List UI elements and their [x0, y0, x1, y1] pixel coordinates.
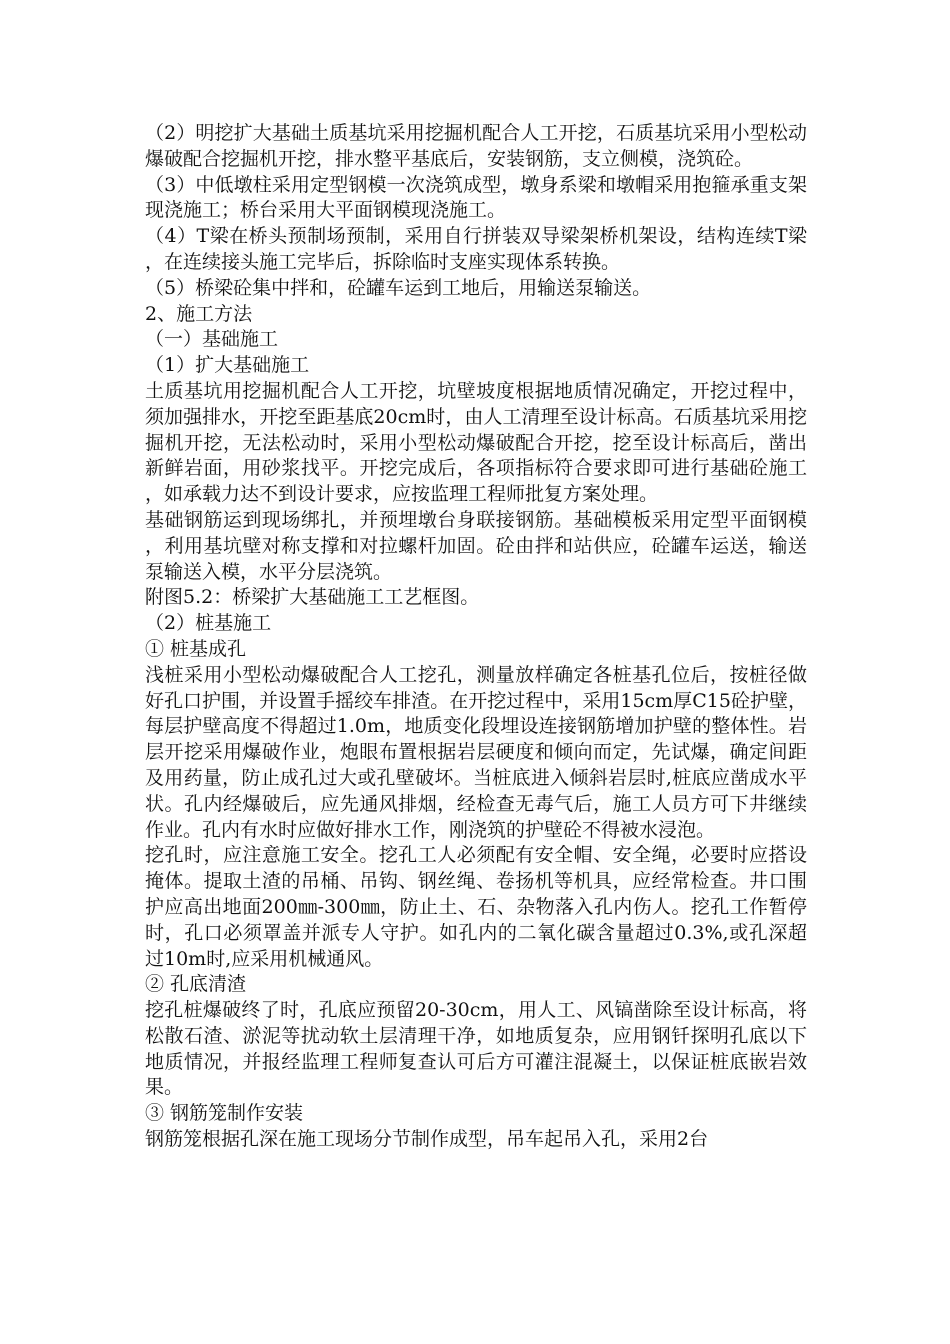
document-page	[145, 121, 807, 1153]
paragraph-excavation-safety: 挖孔时，应注意施工安全。挖孔工人必须配有安全帽、安全绳，必要时应搭设掩体。提取土渣的吊桶、吊钩、钢丝绳、卷扬机等机具，应经常检查。井口围护应高出地面200㎜-300㎜，防止土、石、杂物落入孔内伤人。挖孔工作暂停时，孔口必须罩盖并派专人守护。如孔内的二氧化碳含量超过0.3%,或孔深超过10m时,应采用机械通风。	[145, 844, 807, 970]
paragraph-concrete-mixing: （5）桥梁砼集中拌和，砼罐车运到工地后，用输送泵输送。	[145, 276, 652, 299]
paragraph-pier-columns: （3）中低墩柱采用定型钢模一次浇筑成型，墩身系梁和墩帽采用抱箍承重支架现浇施工；桥台采用大平面钢模现浇施工。	[145, 173, 807, 222]
paragraph-shallow-piles: 浅桩采用小型松动爆破配合人工挖孔，测量放样确定各桩基孔位后，按桩径做好孔口护围，并设置手摇绞车排渣。在开挖过程中，采用15cm厚C15砼护壁，每层护壁高度不得超过1.0m，地质变化段埋设连接钢筋增加护壁的整体性。岩层开挖采用爆破作业，炮眼布置根据岩层硬度和倾向而定，先试爆，确定间距及用药量，防止成孔过大或孔壁破坏。当桩底进入倾斜岩层时,桩底应凿成水平状。孔内经爆破后，应先通风排烟，经检查无毒气后，施工人员方可下井继续作业。孔内有水时应做好排水工作，刚浇筑的护壁砼不得被水浸泡。	[145, 663, 807, 841]
paragraph-foundation-rebar: 基础钢筋运到现场绑扎，并预埋墩台身联接钢筋。基础模板采用定型平面钢模，利用基坑壁对称支撑和对拉螺杆加固。砼由拌和站供应，砼罐车运送，输送泵输送入模，水平分层浇筑。	[145, 508, 807, 583]
heading-rebar-cage: ③ 钢筋笼制作安装	[145, 1102, 304, 1125]
paragraph-rebar-cage: 钢筋笼根据孔深在施工现场分节制作成型，吊车起吊入孔，采用2台	[145, 1128, 709, 1151]
heading-pile-boring: ① 桩基成孔	[145, 637, 247, 660]
heading-foundation-construction: （一）基础施工	[145, 328, 279, 351]
heading-bottom-cleaning: ② 孔底清渣	[145, 973, 247, 996]
paragraph-appendix-figure: 附图5.2：桥梁扩大基础施工工艺框图。	[145, 586, 480, 609]
heading-construction-method: 2、施工方法	[145, 302, 253, 325]
heading-pile-construction: （2）桩基施工	[145, 612, 272, 635]
paragraph-bottom-cleaning: 挖孔桩爆破终了时，孔底应预留20-30cm，用人工、风镐凿除至设计标高，将松散石渣、淤泥等扰动软土层清理干净，如地质复杂，应用钢钎探明孔底以下地质情况，并报经监理工程师复查认可后方可灌注混凝土，以保证桩底嵌岩效果。	[145, 999, 807, 1099]
heading-spread-foundation: （1）扩大基础施工	[145, 354, 310, 377]
paragraph-t-beam: （4）T梁在桥头预制场预制，采用自行拼装双导梁架桥机架设，结构连续T梁，在连续接头施工完毕后，拆除临时支座实现体系转换。	[145, 225, 807, 273]
paragraph-excavation: 土质基坑用挖掘机配合人工开挖，坑壁坡度根据地质情况确定，开挖过程中，须加强排水，开挖至距基底20cm时，由人工清理至设计标高。石质基坑采用挖掘机开挖，无法松动时，采用小型松动爆破配合开挖，挖至设计标高后，凿出新鲜岩面，用砂浆找平。开挖完成后，各项指标符合要求即可进行基础砼施工，如承载力达不到设计要求，应按监理工程师批复方案处理。	[145, 379, 807, 506]
paragraph-open-cut-foundation: （2）明挖扩大基础土质基坑采用挖掘机配合人工开挖，石质基坑采用小型松动爆破配合挖掘机开挖，排水整平基底后，安装钢筋，支立侧模，浇筑砼。	[145, 122, 807, 170]
